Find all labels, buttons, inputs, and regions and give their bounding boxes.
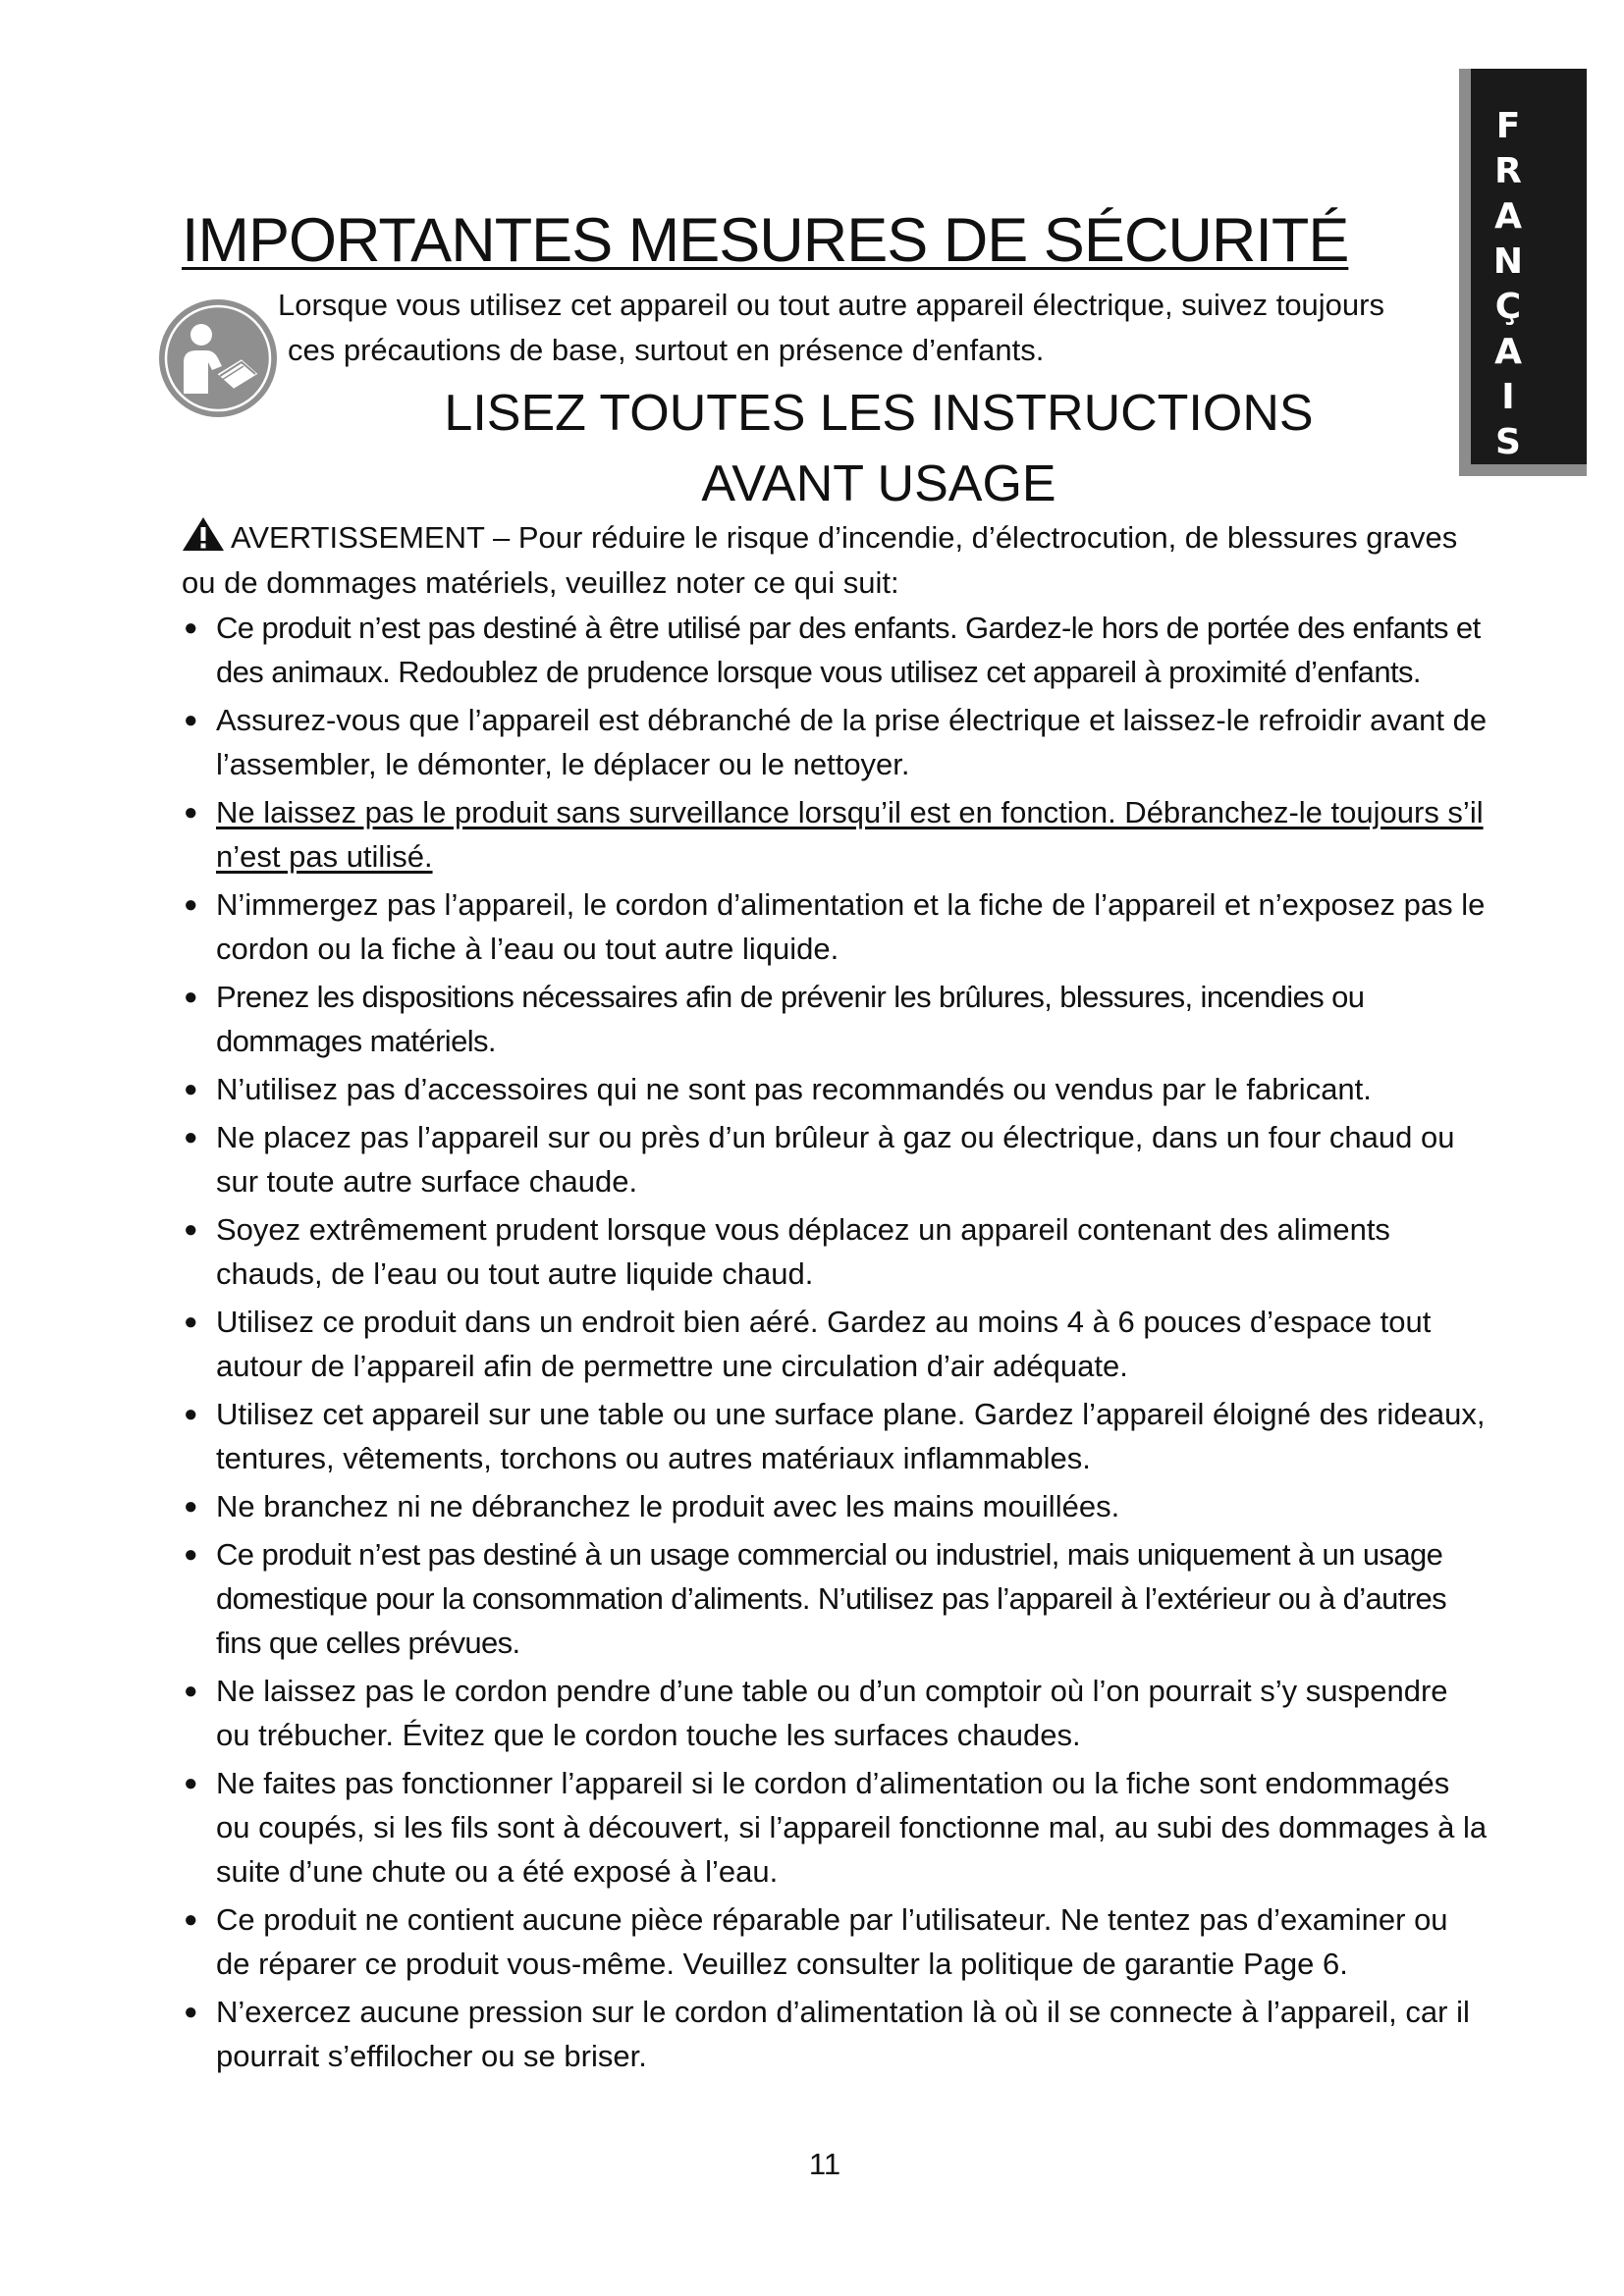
list-item-text: Ne laissez pas le cordon pendre d’une table ou d’un comptoir où l’on pourrait s’y suspendre ou trébucher. Évitez que le cordon touche les surfaces chaudes.: [216, 1674, 1448, 1752]
language-letter: R: [1494, 151, 1522, 191]
list-item-text: Ne laissez pas le produit sans surveillance lorsqu’il est en fonction. Débranchez-le toujours s’il n’est pas utilisé.: [216, 795, 1484, 874]
list-item-text: Utilisez ce produit dans un endroit bien aéré. Gardez au moins 4 à 6 pouces d’espace tout autour de l’appareil afin de permettre une circulation d’air adéquate.: [216, 1305, 1432, 1383]
list-item-text: Ce produit n’est pas destiné à être utilisé par des enfants. Gardez-le hors de portée des enfants et des animaux. Redoublez de prudence lorsque vous utilisez cet appareil à proximité d’enfants.: [216, 611, 1481, 689]
language-letter: F: [1495, 106, 1521, 146]
list-item: [182, 1669, 1488, 1757]
bullet-dot-icon: ●: [184, 1906, 198, 1933]
list-item: [182, 698, 1488, 786]
language-tab-letters: [1489, 104, 1528, 465]
bullet-dot-icon: ●: [184, 891, 198, 918]
intro-line-2: ces précautions de base, surtout en présence d’enfants.: [288, 333, 1045, 367]
safety-list: [182, 606, 1488, 2082]
bullet-dot-icon: ●: [184, 1124, 198, 1150]
read-instructions-heading: [324, 378, 1434, 519]
language-letter: Ç: [1494, 287, 1522, 327]
heading-line-2: AVANT USAGE: [701, 455, 1056, 512]
list-item: [182, 882, 1488, 971]
page-title: IMPORTANTES MESURES DE SÉCURITÉ: [182, 206, 1349, 275]
bullet-dot-icon: ●: [184, 1308, 198, 1335]
language-tab: [1459, 69, 1587, 476]
language-letter: I: [1501, 377, 1515, 417]
bullet-dot-icon: ●: [184, 1770, 198, 1796]
list-item: [182, 1532, 1488, 1665]
list-item: [182, 1761, 1488, 1894]
bullet-dot-icon: ●: [184, 1678, 198, 1704]
read-manual-icon: [157, 297, 279, 419]
language-letter: S: [1495, 422, 1521, 462]
warning-text: AVERTISSEMENT – Pour réduire le risque d’incendie, d’électrocution, de blessures graves ou de dommages matériels, veuillez noter ce qui suit:: [182, 520, 1458, 600]
warning-triangle-icon: [182, 516, 225, 552]
bullet-dot-icon: ●: [184, 1216, 198, 1243]
language-letter: A: [1494, 196, 1522, 237]
list-item-text: N’utilisez pas d’accessoires qui ne sont pas recommandés ou vendus par le fabricant.: [216, 1072, 1372, 1106]
heading-line-1: LISEZ TOUTES LES INSTRUCTIONS: [444, 385, 1314, 442]
intro-paragraph: [278, 283, 1446, 373]
list-item-text: Prenez les dispositions nécessaires afin de prévenir les brûlures, blessures, incendies ou dommages matériels.: [216, 980, 1365, 1058]
warning-paragraph: [182, 515, 1468, 606]
list-item-text: Ne faites pas fonctionner l’appareil si le cordon d’alimentation ou la fiche sont endommagés ou coupés, si les fils sont à découvert, si l’appareil fonctionne mal, au subi des dommages à la suite d’une chute ou a été exposé à l’eau.: [216, 1766, 1488, 1889]
list-item-text: N’immergez pas l’appareil, le cordon d’alimentation et la fiche de l’appareil et n’exposez pas le cordon ou la fiche à l’eau ou tout autre liquide.: [216, 887, 1486, 966]
list-item: [182, 1115, 1488, 1203]
list-item-text: Ce produit n’est pas destiné à un usage commercial ou industriel, mais uniquement à un usage domestique pour la consommation d’aliments. N’utilisez pas l’appareil à l’extérieur ou à d’autres fins que celles prévues.: [216, 1537, 1447, 1660]
bullet-dot-icon: ●: [184, 799, 198, 826]
list-item-text: Ne branchez ni ne débranchez le produit avec les mains mouillées.: [216, 1489, 1120, 1523]
list-item: [182, 1067, 1488, 1111]
bullet-dot-icon: ●: [184, 1493, 198, 1520]
bullet-dot-icon: ●: [184, 614, 197, 641]
intro-line-1: Lorsque vous utilisez cet appareil ou tout autre appareil électrique, suivez toujours: [278, 288, 1384, 322]
bullet-dot-icon: ●: [184, 1076, 198, 1102]
list-item-text: Utilisez cet appareil sur une table ou une surface plane. Gardez l’appareil éloigné des rideaux, tentures, vêtements, torchons ou autres matériaux inflammables.: [216, 1397, 1486, 1475]
list-item: [182, 1207, 1488, 1296]
list-item: [182, 606, 1488, 694]
list-item-text: Assurez-vous que l’appareil est débranché de la prise électrique et laissez-le refroidir avant de l’assembler, le démonter, le déplacer ou le nettoyer.: [216, 703, 1488, 781]
list-item: [182, 1484, 1488, 1528]
bullet-dot-icon: ●: [184, 707, 198, 733]
language-letter: A: [1494, 332, 1522, 372]
bullet-dot-icon: ●: [184, 1541, 197, 1568]
page-number: 11: [808, 2147, 841, 2181]
list-item-text: Ne placez pas l’appareil sur ou près d’un brûleur à gaz ou électrique, dans un four chaud ou sur toute autre surface chaude.: [216, 1120, 1455, 1199]
list-item-text: Soyez extrêmement prudent lorsque vous déplacez un appareil contenant des aliments chauds, de l’eau ou tout autre liquide chaud.: [216, 1212, 1390, 1291]
bullet-dot-icon: ●: [184, 1401, 198, 1427]
list-item: [182, 1300, 1488, 1388]
list-item: [182, 1392, 1488, 1480]
language-letter: N: [1492, 241, 1524, 282]
list-item-text: N’exercez aucune pression sur le cordon d’alimentation là où il se connecte à l’appareil, car il pourrait s’effilocher ou se briser.: [216, 1995, 1470, 2073]
list-item-text: Ce produit ne contient aucune pièce réparable par l’utilisateur. Ne tentez pas d’examiner ou de réparer ce produit vous-même. Veuillez consulter la politique de garantie Page 6.: [216, 1902, 1448, 1981]
bullet-dot-icon: ●: [184, 984, 197, 1010]
list-item: [182, 975, 1488, 1063]
bullet-dot-icon: ●: [184, 1999, 198, 2025]
list-item: [182, 1897, 1488, 1986]
list-item: [182, 1990, 1488, 2078]
list-item: [182, 790, 1488, 879]
